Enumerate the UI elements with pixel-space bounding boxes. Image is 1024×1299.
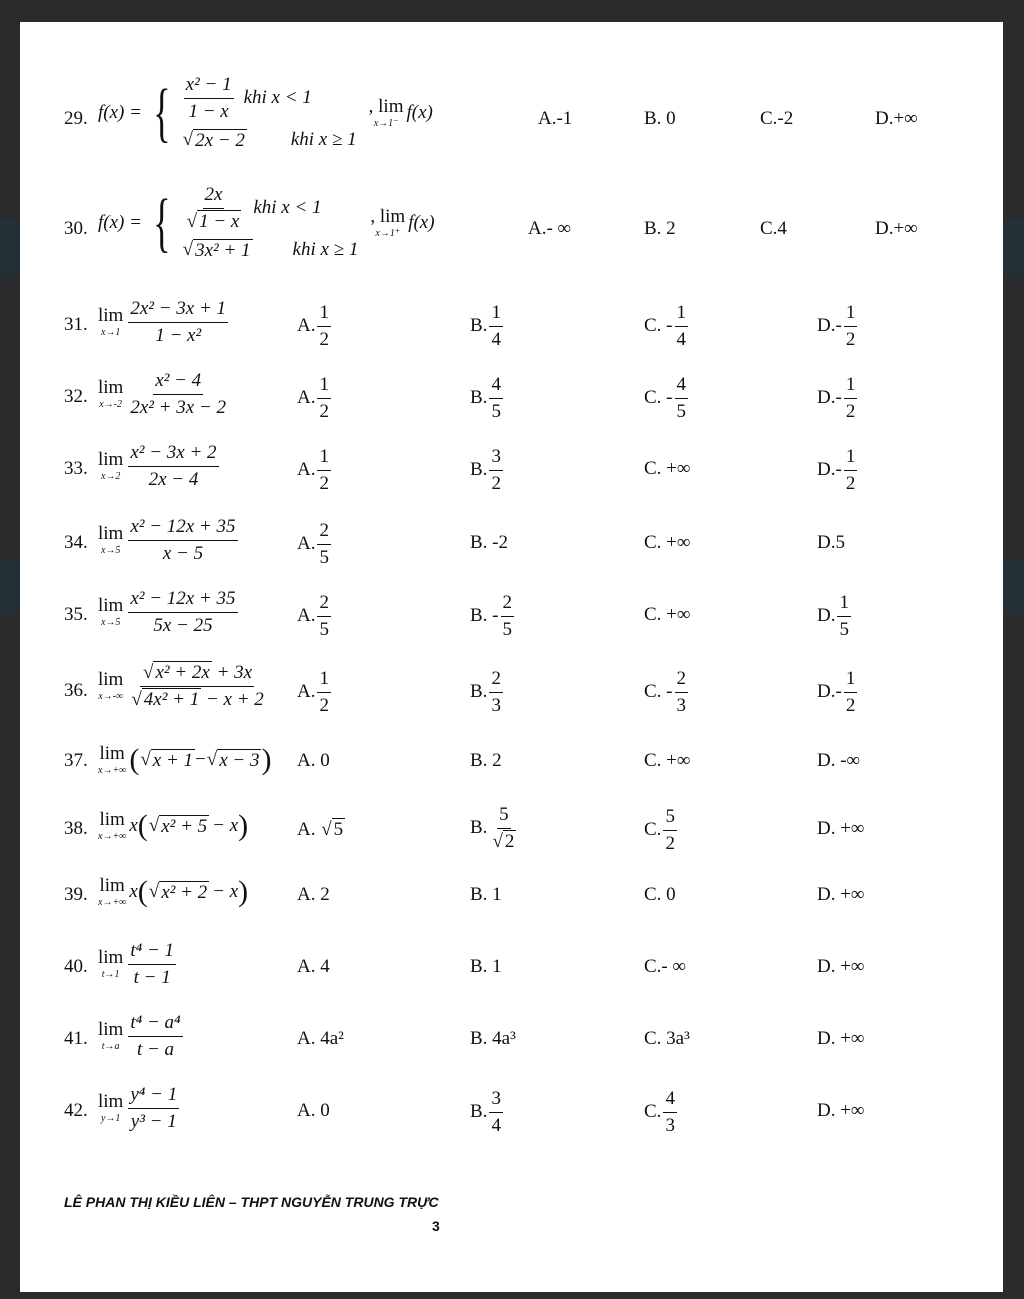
question-number: 32. xyxy=(64,386,88,407)
option-c[interactable]: C. - $\frac{4}{5}$ xyxy=(644,374,686,422)
option-c[interactable]: C. +∞ xyxy=(644,532,691,553)
question-33 xyxy=(20,442,1003,502)
option-b[interactable]: B. $\frac{3}{4}$ xyxy=(470,1088,501,1136)
option-a[interactable]: A. $\frac{1}{2}$ xyxy=(297,446,329,494)
question-number: 37. xyxy=(64,750,88,771)
option-c[interactable]: C. $\frac{5}{2}$ xyxy=(644,806,675,854)
question-35 xyxy=(20,588,1003,648)
option-a[interactable]: A. 0 xyxy=(297,750,330,771)
option-b[interactable]: B. $\frac{1}{4}$ xyxy=(470,302,501,350)
option-d[interactable]: D. -∞ xyxy=(817,750,861,771)
question-number: 29. xyxy=(64,108,88,129)
question-number: 34. xyxy=(64,532,88,553)
option-b[interactable]: B. $\frac{2}{3}$ xyxy=(470,668,501,716)
option-c[interactable]: C. +∞ xyxy=(644,750,691,771)
question-41 xyxy=(20,1012,1003,1072)
option-b[interactable]: B. $\frac{4}{5}$ xyxy=(470,374,501,422)
question-number: 39. xyxy=(64,884,88,905)
question-number: 40. xyxy=(64,956,88,977)
footer-author: LÊ PHAN THỊ KIỀU LIÊN – THPT NGUYỄN TRUNG TRỰC xyxy=(64,1194,439,1210)
question-expression: f(x) = { $\frac{2x}{√ 1 - x}$ khi x < 1 √ 3x² + 1 khi x ≥ 1 , lim x→1⁺ f(x) xyxy=(98,184,435,261)
question-32 xyxy=(20,370,1003,430)
question-39 xyxy=(20,874,1003,924)
question-number: 42. xyxy=(64,1100,88,1121)
question-expression: lim x→+∞ x ( √ x² + 2 − x ) xyxy=(98,875,249,908)
question-34 xyxy=(20,516,1003,576)
option-d[interactable]: D.- $\frac{1}{2}$ xyxy=(817,302,856,350)
question-expression: lim t→a $\frac{\text{t⁴ − a⁴}}{t - a}$ xyxy=(98,1012,181,1060)
option-a[interactable]: A.- ∞ xyxy=(528,218,572,239)
option-a[interactable]: A. $\frac{2}{5}$ xyxy=(297,592,329,640)
question-36 xyxy=(20,662,1003,724)
option-a[interactable]: A. $\frac{1}{2}$ xyxy=(297,302,329,350)
option-a[interactable]: A. 4a² xyxy=(297,1028,344,1049)
question-expression: lim x→-2 $\frac{\text{x² − 4}}{\text{2x² + 3x − 2}}$ xyxy=(98,370,227,418)
option-d[interactable]: D.- $\frac{1}{2}$ xyxy=(817,374,856,422)
option-a[interactable]: A. 0 xyxy=(297,1100,330,1121)
option-c[interactable]: C. - $\frac{2}{3}$ xyxy=(644,668,686,716)
option-b[interactable]: B. $\frac{3}{2}$ xyxy=(470,446,501,494)
option-d[interactable]: D.5 xyxy=(817,532,845,553)
question-expression: lim y→1 $\frac{\text{y⁴ − 1}}{\text{y³ − 1}}$ xyxy=(98,1084,178,1132)
question-38 xyxy=(20,802,1003,862)
option-d[interactable]: D.- $\frac{1}{2}$ xyxy=(817,446,856,494)
question-expression: lim x→5 $\frac{\text{x² − 12x + 35}}{5x - 25}$ xyxy=(98,588,236,636)
option-d[interactable]: D. +∞ xyxy=(817,1100,865,1121)
question-number: 41. xyxy=(64,1028,88,1049)
option-a[interactable]: A. 2 xyxy=(297,884,330,905)
option-c[interactable]: C. 3a³ xyxy=(644,1028,690,1049)
option-d[interactable]: D.+∞ xyxy=(875,218,918,239)
option-c[interactable]: C. - $\frac{1}{4}$ xyxy=(644,302,686,350)
option-a[interactable]: A. 4 xyxy=(297,956,330,977)
question-number: 30. xyxy=(64,218,88,239)
option-a[interactable]: A. $\frac{2}{5}$ xyxy=(297,520,329,568)
question-expression: lim x→1 $\frac{\text{2x² − 3x + 1}}{\text{1 − x²}}$ xyxy=(98,298,227,346)
question-expression: lim x→-∞ $\frac{\text{√ x² + 2x + 3x}}{\text{√ 4x² + 1 − x + 2}}$ xyxy=(98,662,264,710)
option-b[interactable]: B. 1 xyxy=(470,884,502,905)
question-29 xyxy=(20,70,1003,170)
option-d[interactable]: D. +∞ xyxy=(817,956,865,977)
option-c[interactable]: C. +∞ xyxy=(644,458,691,479)
option-a[interactable]: A. $\frac{1}{2}$ xyxy=(297,668,329,716)
option-a[interactable]: A. $\frac{1}{2}$ xyxy=(297,374,329,422)
question-40 xyxy=(20,940,1003,1000)
question-31 xyxy=(20,298,1003,358)
page-number: 3 xyxy=(432,1218,440,1234)
option-b[interactable]: B. - $\frac{2}{5}$ xyxy=(470,592,512,640)
option-d[interactable]: D.- $\frac{1}{2}$ xyxy=(817,668,856,716)
question-number: 38. xyxy=(64,818,88,839)
option-b[interactable]: B. 4a³ xyxy=(470,1028,516,1049)
option-c[interactable]: C. 0 xyxy=(644,884,676,905)
option-b[interactable]: B. -2 xyxy=(470,532,508,553)
option-c[interactable]: C.-2 xyxy=(760,108,794,129)
option-d[interactable]: D. +∞ xyxy=(817,884,865,905)
option-d[interactable]: D.+∞ xyxy=(875,108,918,129)
question-42 xyxy=(20,1084,1003,1144)
option-c[interactable]: C. $\frac{4}{3}$ xyxy=(644,1088,675,1136)
option-b[interactable]: B. 1 xyxy=(470,956,502,977)
option-c[interactable]: C. +∞ xyxy=(644,604,691,625)
question-37 xyxy=(20,742,1003,786)
question-expression: lim x→2 $\frac{\text{x² − 3x + 2}}{2x - 4}$ xyxy=(98,442,217,490)
question-number: 36. xyxy=(64,680,88,701)
question-expression: lim x→+∞ ( √ x + 1 − √ x − 3 ) xyxy=(98,743,272,776)
question-number: 31. xyxy=(64,314,88,335)
option-d[interactable]: D. $\frac{1}{5}$ xyxy=(817,592,849,640)
question-expression: lim x→5 $\frac{\text{x² − 12x + 35}}{x - 5}$ xyxy=(98,516,236,564)
option-a[interactable]: A. √ 5 xyxy=(297,818,344,840)
option-b[interactable]: B. 2 xyxy=(470,750,502,771)
question-expression: f(x) = { $\frac{\text{x² − 1}}{1 - x}$ khi x < 1 √ 2x − 2 khi x ≥ 1 , lim x→1⁻ f(x) xyxy=(98,74,433,151)
question-30 xyxy=(20,180,1003,280)
question-number: 33. xyxy=(64,458,88,479)
question-expression: lim t→1 $\frac{\text{t⁴ − 1}}{t - 1}$ xyxy=(98,940,175,988)
option-c[interactable]: C.4 xyxy=(760,218,787,239)
option-b[interactable]: B. $\frac{5}{√ 2}$ xyxy=(470,804,515,852)
option-c[interactable]: C.- ∞ xyxy=(644,956,687,977)
option-b[interactable]: B. 2 xyxy=(644,218,676,239)
option-d[interactable]: D. +∞ xyxy=(817,1028,865,1049)
option-d[interactable]: D. +∞ xyxy=(817,818,865,839)
question-expression: lim x→+∞ x ( √ x² + 5 − x ) xyxy=(98,809,249,842)
document-page xyxy=(20,22,1003,1292)
question-number: 35. xyxy=(64,604,88,625)
option-b[interactable]: B. 0 xyxy=(644,108,676,129)
option-a[interactable]: A.-1 xyxy=(538,108,573,129)
